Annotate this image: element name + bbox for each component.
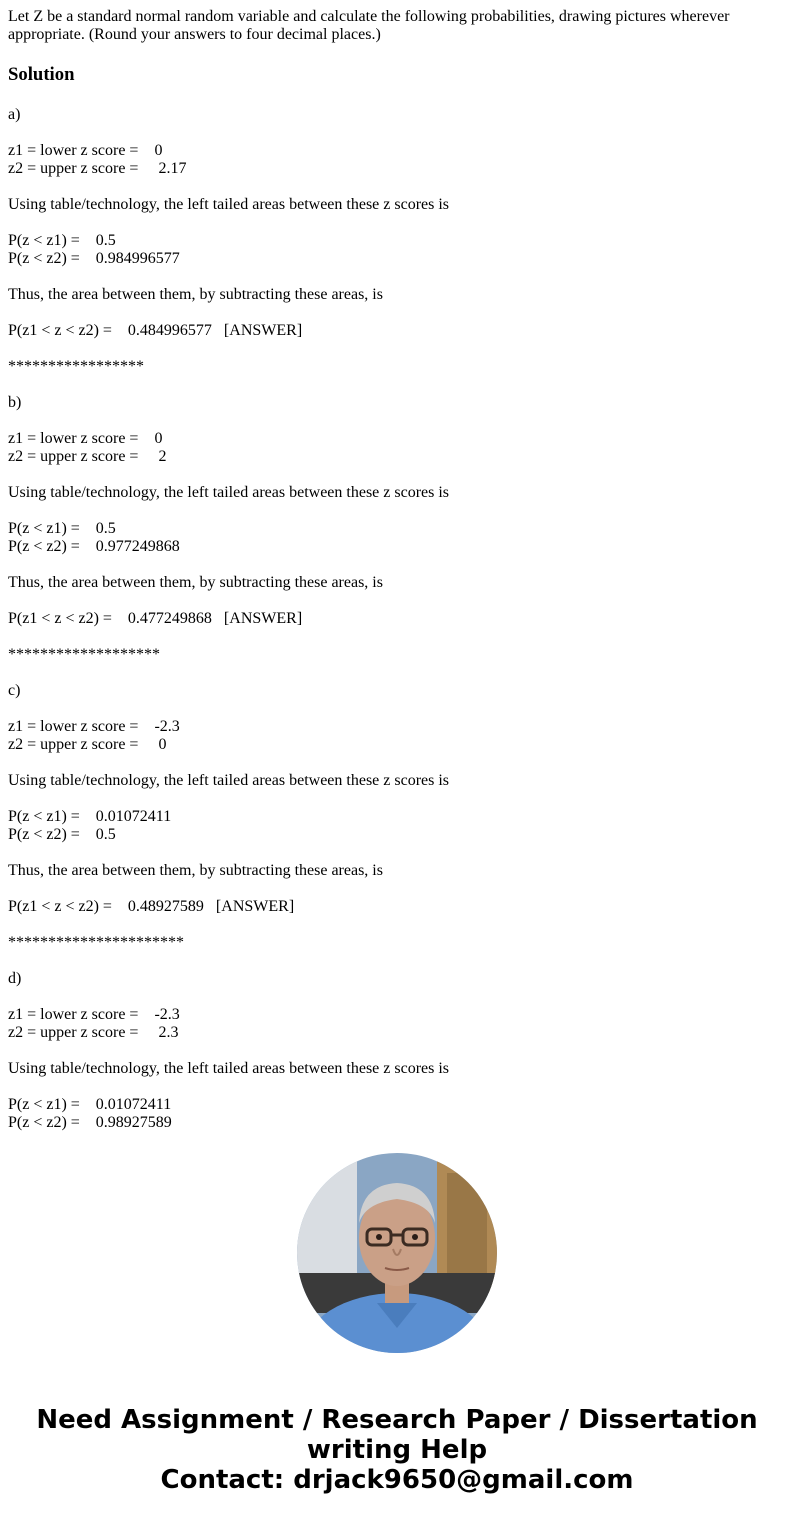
pz2-line: P(z < z2) = 0.98927589 bbox=[8, 1114, 172, 1131]
part-d bbox=[8, 970, 786, 1132]
pz1-line: P(z < z1) = 0.01072411 bbox=[8, 1096, 172, 1113]
part-label: b) bbox=[8, 394, 22, 411]
promo-line-1: Need Assignment / Research Paper / Dissertation bbox=[36, 1405, 758, 1435]
promo-contact: Contact: drjack9650@gmail.com bbox=[160, 1465, 634, 1495]
pz1-line: P(z < z1) = 0.01072411 bbox=[8, 808, 172, 825]
separator: ********************** bbox=[8, 934, 184, 951]
promo-banner bbox=[0, 1405, 794, 1495]
z2-line: z2 = upper z score = 2.17 bbox=[8, 160, 187, 177]
using-table-line: Using table/technology, the left tailed areas between these z scores is bbox=[8, 484, 450, 501]
pz2-line: P(z < z2) = 0.984996577 bbox=[8, 250, 180, 267]
z2-line: z2 = upper z score = 0 bbox=[8, 736, 167, 753]
part-a bbox=[8, 106, 786, 376]
z2-line: z2 = upper z score = 2.3 bbox=[8, 1024, 179, 1041]
question-text: Let Z be a standard normal random variable and calculate the following probabilities, drawing pictures wherever appropriate. (Round your answers to four decimal places.) bbox=[8, 8, 730, 43]
using-table-line: Using table/technology, the left tailed areas between these z scores is bbox=[8, 196, 450, 213]
solution-heading: Solution bbox=[8, 64, 75, 85]
thus-line: Thus, the area between them, by subtracting these areas, is bbox=[8, 574, 383, 591]
z1-line: z1 = lower z score = 0 bbox=[8, 142, 163, 159]
part-label: c) bbox=[8, 682, 21, 699]
part-b bbox=[8, 394, 786, 664]
answer-line: P(z1 < z < z2) = 0.477249868 [ANSWER] bbox=[8, 610, 303, 627]
separator: ***************** bbox=[8, 358, 144, 375]
answer-line: P(z1 < z < z2) = 0.48927589 [ANSWER] bbox=[8, 898, 295, 915]
thus-line: Thus, the area between them, by subtracting these areas, is bbox=[8, 286, 383, 303]
part-label: d) bbox=[8, 970, 22, 987]
pz2-line: P(z < z2) = 0.977249868 bbox=[8, 538, 180, 555]
z1-line: z1 = lower z score = -2.3 bbox=[8, 718, 180, 735]
z1-line: z1 = lower z score = -2.3 bbox=[8, 1006, 180, 1023]
using-table-line: Using table/technology, the left tailed areas between these z scores is bbox=[8, 772, 450, 789]
using-table-line: Using table/technology, the left tailed areas between these z scores is bbox=[8, 1060, 450, 1077]
promo-line-2: writing Help bbox=[306, 1435, 488, 1465]
part-c bbox=[8, 682, 786, 952]
solution-document bbox=[8, 8, 786, 1132]
separator: ******************* bbox=[8, 646, 160, 663]
pz1-line: P(z < z1) = 0.5 bbox=[8, 520, 116, 537]
author-avatar bbox=[297, 1153, 497, 1353]
z2-line: z2 = upper z score = 2 bbox=[8, 448, 167, 465]
thus-line: Thus, the area between them, by subtracting these areas, is bbox=[8, 862, 383, 879]
z1-line: z1 = lower z score = 0 bbox=[8, 430, 163, 447]
pz2-line: P(z < z2) = 0.5 bbox=[8, 826, 116, 843]
pz1-line: P(z < z1) = 0.5 bbox=[8, 232, 116, 249]
answer-line: P(z1 < z < z2) = 0.484996577 [ANSWER] bbox=[8, 322, 303, 339]
portrait-image bbox=[297, 1153, 497, 1353]
part-label: a) bbox=[8, 106, 21, 123]
